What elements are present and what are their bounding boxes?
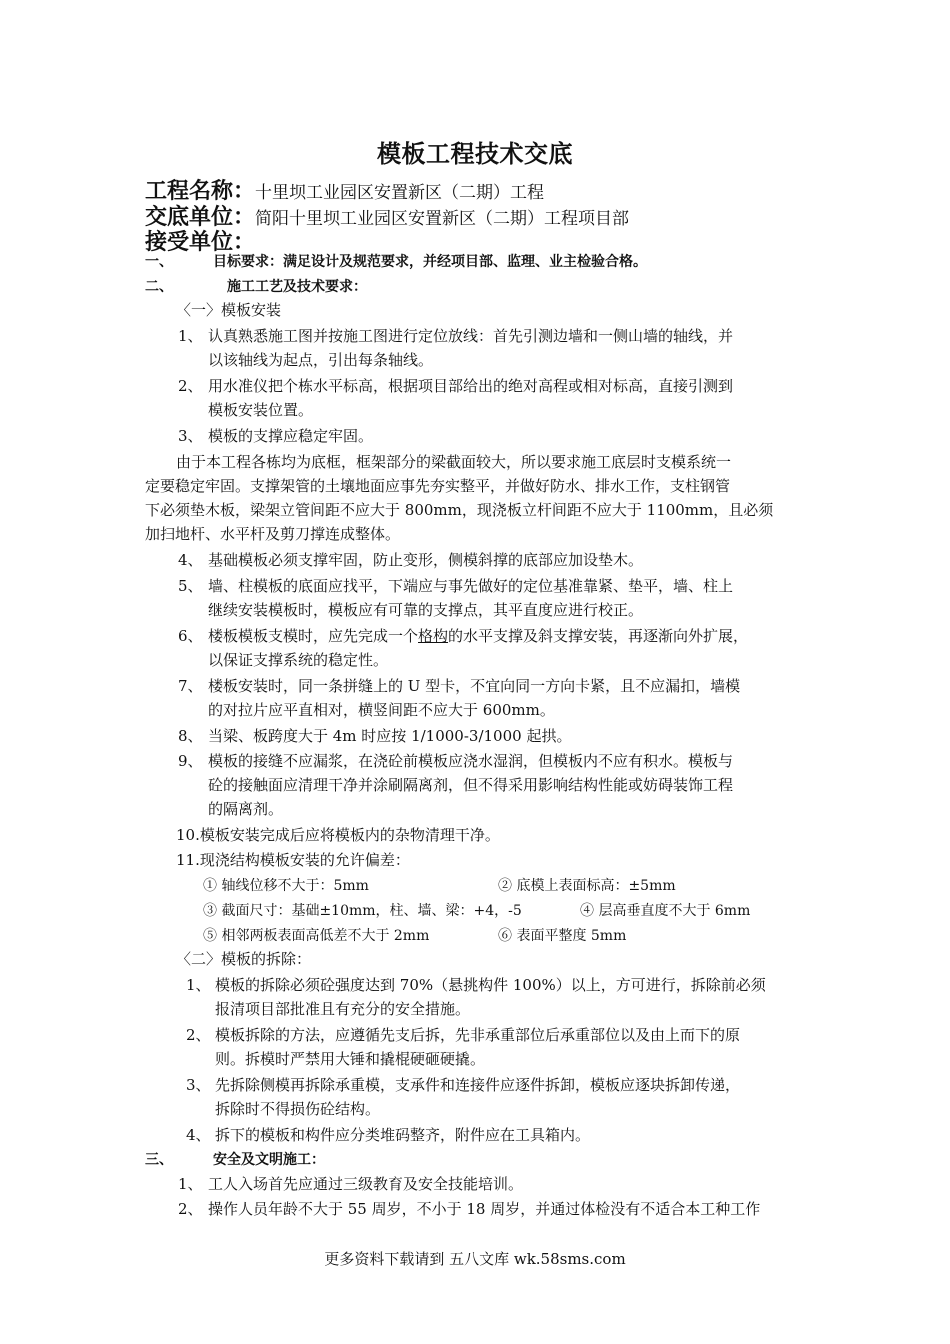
removal-item-1-line-1: 模板的拆除必须砼强度达到 70%（悬挑构件 100%）以上，方可进行，拆除前必须 [215, 976, 766, 994]
install-item-9-line-2: 砼的接触面应清理干净并涂刷隔离剂，但不得采用影响结构性能或妨碍装饰工程 [208, 776, 734, 794]
removal-item-4-number: 4、 [186, 1126, 211, 1144]
safety-item-2-number: 2、 [178, 1200, 203, 1218]
install-item-7-line-2: 的对拉片应平直相对，横竖间距不应大于 600mm。 [208, 701, 555, 719]
install-item-3-line-1: 模板的支撑应稳定牢固。 [208, 427, 374, 445]
project-name-value: 十里坝工业园区安置新区（二期）工程 [255, 183, 545, 203]
install-paragraph-line-1: 由于本工程各栋均为底框，框架部分的梁截面较大，所以要求施工底层时支模系统一 [176, 453, 732, 471]
install-item-7-line-1: 楼板安装时，同一条拼缝上的 U 型卡，不宜向同一方向卡紧，且不应漏扣，墙模 [208, 677, 741, 695]
install-item-2-line-1: 用水准仪把个栋水平标高，根据项目部给出的绝对高程或相对标高，直接引测到 [208, 377, 734, 395]
tolerance-5: ⑤ 相邻两板表面高低差不大于 2mm [203, 928, 430, 944]
install-item-6-line-2: 以保证支撑系统的稳定性。 [208, 651, 389, 669]
project-name-label: 工程名称： [145, 179, 256, 204]
install-item-11: 11.现浇结构模板安装的允许偏差： [176, 851, 410, 869]
removal-item-3-line-2: 拆除时不得损伤砼结构。 [215, 1100, 381, 1118]
install-paragraph-line-2: 定要稳定牢固。支撑架管的土壤地面应事先夯实整平，并做好防水、排水工作，支柱钢管 [145, 477, 731, 495]
install-item-1-line-2: 以该轴线为起点，引出每条轴线。 [208, 351, 434, 369]
install-heading: 〈一〉模板安装 [176, 301, 282, 319]
install-item-4-line-1: 基础模板必须支撑牢固，防止变形，侧模斜撑的底部应加设垫木。 [208, 551, 644, 569]
install-item-4-number: 4、 [178, 551, 203, 569]
removal-item-2-line-1: 模板拆除的方法，应遵循先支后拆，先非承重部位后承重部位以及由上而下的原 [215, 1026, 741, 1044]
section-3-number: 三、 [145, 1152, 173, 1168]
safety-item-1-number: 1、 [178, 1175, 203, 1193]
install-item-6-number: 6、 [178, 627, 203, 645]
tolerance-4: ④ 层高垂直度不大于 6mm [580, 903, 751, 919]
install-item-8-number: 8、 [178, 727, 203, 745]
install-item-9-line-1: 模板的接缝不应漏浆，在浇砼前模板应浇水湿润，但模板内不应有积水。模板与 [208, 752, 734, 770]
section-1-text: 目标要求：满足设计及规范要求，并经项目部、监理、业主检验合格。 [213, 254, 647, 270]
section-1-number: 一、 [145, 254, 173, 270]
section-2-number: 二、 [145, 279, 173, 295]
install-item-9-line-3: 的隔离剂。 [208, 800, 284, 818]
removal-item-1-number: 1、 [186, 976, 211, 994]
issuing-unit-value: 简阳十里坝工业园区安置新区（二期）工程项目部 [255, 209, 630, 229]
receiving-unit-label: 接受单位： [145, 230, 256, 255]
install-item-3-number: 3、 [178, 427, 203, 445]
install-item-1-line-1: 认真熟悉施工图并按施工图进行定位放线：首先引测边墙和一侧山墙的轴线，并 [208, 327, 734, 345]
issuing-unit-label: 交底单位： [145, 205, 256, 230]
install-item-2-line-2: 模板安装位置。 [208, 401, 314, 419]
section-2-text: 施工工艺及技术要求： [227, 279, 367, 295]
install-item-7-number: 7、 [178, 677, 203, 695]
install-item-9-number: 9、 [178, 752, 203, 770]
install-item-5-line-1: 墙、柱模板的底面应找平，下端应与事先做好的定位基准靠紧、垫平，墙、柱上 [208, 577, 734, 595]
removal-item-2-line-2: 则。拆模时严禁用大锤和撬棍硬砸硬撬。 [215, 1050, 486, 1068]
install-item-6-line-1 [208, 624, 748, 648]
install-paragraph-line-3: 下必须垫木板，梁架立管间距不应大于 800mm，现浇板立杆间距不应大于 1100mm，且必须 [145, 501, 774, 519]
tolerance-3: ③ 截面尺寸：基础±10mm，柱、墙、梁：+4，-5 [203, 903, 522, 919]
install-item-2-number: 2、 [178, 377, 203, 395]
install-item-5-line-2: 继续安装模板时，模板应有可靠的支撑点，其平直度应进行校正。 [208, 601, 644, 619]
tolerance-2: ② 底模上表面标高：±5mm [498, 878, 676, 894]
install-item-5-number: 5、 [178, 577, 203, 595]
safety-item-2-line-1: 操作人员年龄不大于 55 周岁，不小于 18 周岁，并通过体检没有不适合本工种工作 [208, 1200, 761, 1218]
removal-item-3-number: 3、 [186, 1076, 211, 1094]
safety-item-1-line-1: 工人入场首先应通过三级教育及安全技能培训。 [208, 1175, 524, 1193]
install-item-8-line-1: 当梁、板跨度大于 4m 时应按 1/1000-3/1000 起拱。 [208, 727, 572, 745]
document-title: 模板工程技术交底 [377, 140, 573, 168]
removal-heading: 〈二〉模板的拆除： [176, 950, 312, 968]
install-item-6-text-a: 楼板模板支模时，应先完成一个 [208, 627, 419, 645]
install-paragraph-line-4: 加扫地杆、水平杆及剪刀撑连成整体。 [145, 525, 401, 543]
removal-item-3-line-1: 先拆除侧模再拆除承重模，支承件和连接件应逐件拆卸，模板应逐块拆卸传递， [215, 1076, 741, 1094]
install-item-1-number: 1、 [178, 327, 203, 345]
removal-item-1-line-2: 报清项目部批准且有充分的安全措施。 [215, 1000, 471, 1018]
tolerance-6: ⑥ 表面平整度 5mm [498, 928, 627, 944]
removal-item-4-line-1: 拆下的模板和构件应分类堆码整齐，附件应在工具箱内。 [215, 1126, 591, 1144]
install-item-10: 10.模板安装完成后应将模板内的杂物清理干净。 [176, 826, 500, 844]
tolerance-1: ① 轴线位移不大于：5mm [203, 878, 369, 894]
install-item-6-underlined: 格构 [418, 627, 449, 645]
install-item-6-text-b: 的水平支撑及斜支撑安装，再逐渐向外扩展， [448, 627, 749, 645]
footer-download-note: 更多资料下载请到 五八文库 wk.58sms.com [324, 1250, 626, 1268]
section-3-text: 安全及文明施工： [213, 1152, 325, 1168]
removal-item-2-number: 2、 [186, 1026, 211, 1044]
